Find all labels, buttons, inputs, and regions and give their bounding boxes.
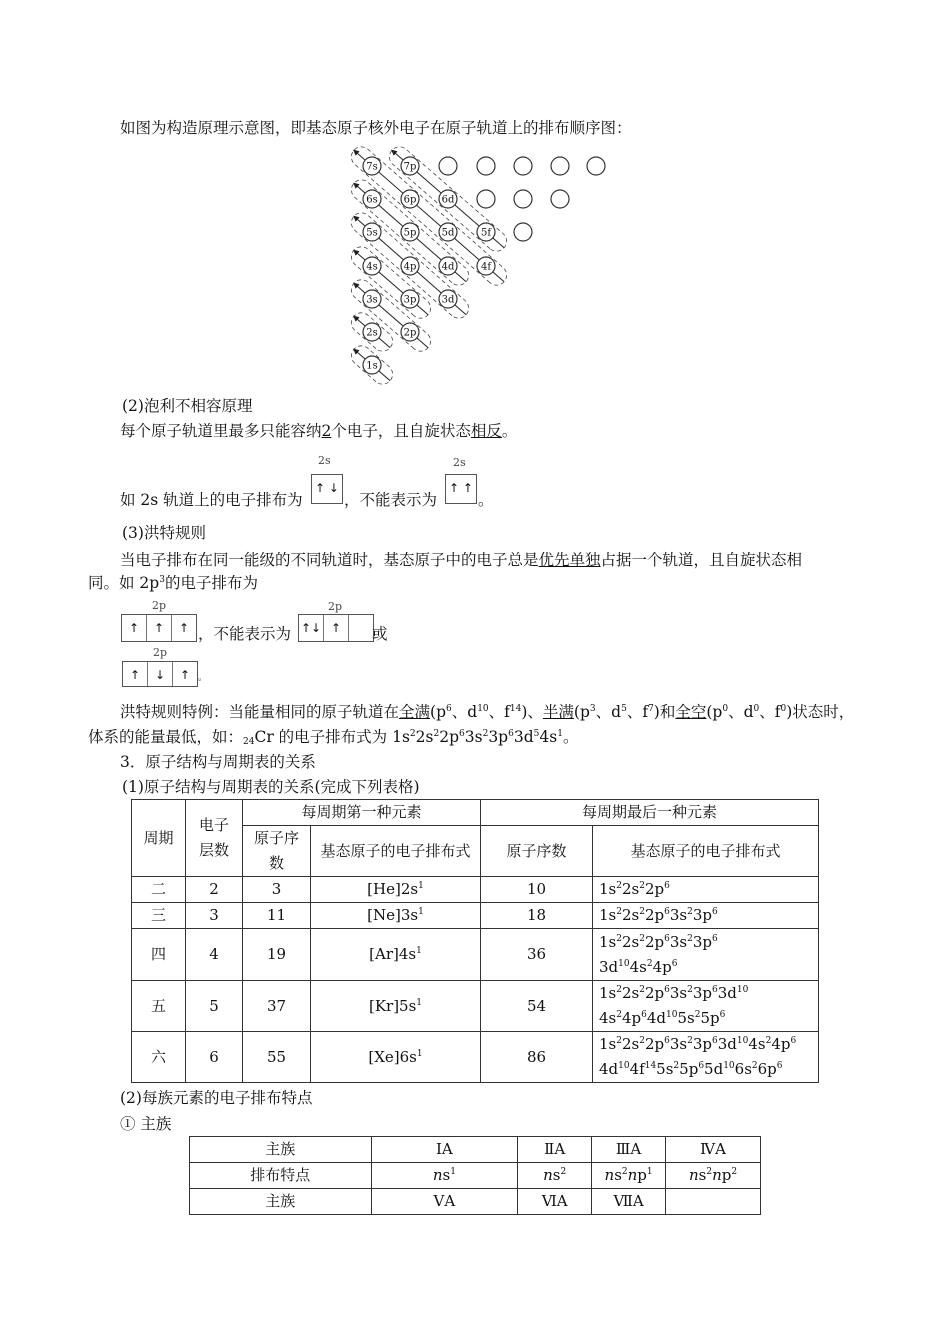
cell-first-cfg: $[Ne]3s^1$ [311, 903, 481, 929]
orbital-cell: ↑ [178, 621, 190, 635]
cell-first-no: 11 [243, 903, 311, 929]
orbital-box-correct [311, 474, 343, 504]
empty-orbital-circle [551, 157, 569, 175]
cell-period: 二 [132, 877, 186, 903]
cell-shells: 6 [186, 1032, 243, 1083]
table-row [132, 903, 819, 929]
orbital-cell: ↑ [122, 615, 147, 641]
cell-first-no: 55 [243, 1032, 311, 1083]
hund-special-text: 洪特规则特例：当能量相同的原子轨道在全满($p^6$、$d^{10}$、$f^{14}$)、半满($p^3$、$d^5$、$f^7$)和全空($p^0$、$d^0$、$f^0$)状态时， [120, 703, 855, 721]
orbital-label: 6d [441, 194, 455, 206]
subsection-title: (1)原子结构与周期表的关系(完成下列表格) [122, 778, 420, 796]
orbital-cell: ↑ [123, 662, 148, 686]
orbital-label: 6p [403, 194, 417, 206]
orbital-label: 3s [366, 294, 378, 306]
pauli-text: 每个原子轨道里最多只能容纳2个电子，且自旋状态相反。 [120, 422, 518, 440]
empty-orbital-circle [477, 190, 495, 208]
orbital-label: 4s [366, 261, 378, 273]
intro-text: 如图为构造原理示意图，即基态原子核外电子在原子轨道上的排布顺序图： [120, 119, 632, 137]
cell: ⅦA [592, 1189, 666, 1215]
header-last: 每周期最后一种元素 [481, 800, 819, 826]
empty-orbital-circle [477, 157, 495, 175]
main-group-table [189, 1136, 761, 1215]
orbital-label: 3d [441, 294, 455, 306]
orbital-label: 3p [403, 294, 417, 306]
cell-period: 六 [132, 1032, 186, 1083]
header-config: 基态原子的电子排布式 [593, 826, 819, 877]
cell-last-cfg: $1s^22s^22p^63s^23p^63d^{10}4s^24p^6$ $4d^{10}4f^{14}5s^25p^65d^{10}6s^26p^6$ [593, 1032, 819, 1083]
empty-orbital-circle [551, 190, 569, 208]
cell-shells: 3 [186, 903, 243, 929]
empty-orbital-circle [587, 157, 605, 175]
orbital-label: 7p [403, 161, 417, 173]
orbital-cell: ↑ [324, 615, 349, 641]
cell-last-no: 18 [481, 903, 593, 929]
orbital-label: 4d [441, 261, 455, 273]
cell-last-cfg: $1s^22s^22p^63s^23p^6$ [593, 903, 819, 929]
orbital-label: 2s [318, 454, 331, 467]
orbital-label: 6s [366, 194, 378, 206]
pauli-example-text: 。 [478, 491, 494, 509]
cell: ⅤA [371, 1189, 518, 1215]
hund-text: 当电子排布在同一能级的不同轨道时，基态原子中的电子总是优先单独占据一个轨道，且自旋状态相 [120, 551, 803, 569]
empty-orbital-circle [439, 157, 457, 175]
orbital-label: 5f [480, 227, 492, 239]
orbital-label: 7s [366, 161, 378, 173]
cell-last-cfg: $1s^22s^22p^63s^23p^63d^{10}$ $4s^24p^64d^{10}5s^25p^6$ [593, 981, 819, 1032]
cell-first-no: 19 [243, 929, 311, 981]
orbital-label: 1s [366, 360, 378, 372]
cell-first-cfg: $[Xe]6s^1$ [311, 1032, 481, 1083]
cell: ⅢA [592, 1137, 666, 1163]
orbital-label: 2p [153, 646, 168, 659]
cell: ⅥA [518, 1189, 592, 1215]
cell: $ns^1$ [371, 1163, 518, 1189]
period-table [131, 799, 819, 1083]
hund-text: 。 [198, 673, 208, 683]
cell: $ns^2np^1$ [592, 1163, 666, 1189]
cell: ⅣA [666, 1137, 761, 1163]
cell-last-no: 86 [481, 1032, 593, 1083]
cell-last-no: 54 [481, 981, 593, 1032]
orbital-label: 5s [366, 227, 378, 239]
orbital-cell [349, 615, 373, 641]
header-atomic-number: 原子序数 [481, 826, 593, 877]
cell-last-cfg: $1s^22s^22p^6$ [593, 877, 819, 903]
cell: 排布特点 [190, 1163, 372, 1189]
orbital-label: 2p [403, 327, 417, 339]
cell-first-no: 3 [243, 877, 311, 903]
cell-last-no: 36 [481, 929, 593, 981]
orbital-cell: ↑↓ [299, 615, 324, 641]
header-config: 基态原子的电子排布式 [311, 826, 481, 877]
cell-shells: 5 [186, 981, 243, 1032]
hund-text: ，不能表示为 [198, 625, 292, 643]
header-period: 周期 [132, 800, 186, 877]
aufbau-diagram [340, 140, 620, 390]
table-row [132, 877, 819, 903]
subsection-title: (2)每族元素的电子排布特点 [120, 1089, 313, 1107]
hund-special-text: 体系的能量最低，如：$_{24}$Cr 的电子排布式为 $1s^22s^22p^63s^23p^63d^54s^1$。 [88, 728, 579, 747]
table-row [132, 981, 819, 1032]
cell-first-cfg: $[He]2s^1$ [311, 877, 481, 903]
cell-shells: 4 [186, 929, 243, 981]
empty-orbital-circle [514, 223, 532, 241]
orbital-label: 5p [403, 227, 417, 239]
cell: $ns^2np^2$ [666, 1163, 761, 1189]
hund-text: 或 [372, 625, 388, 643]
pauli-example-text: 如 2s 轨道上的电子排布为 [120, 491, 303, 509]
table-row [132, 1032, 819, 1083]
subsection-title: ① 主族 [120, 1115, 172, 1133]
cell-period: 三 [132, 903, 186, 929]
orbital-box-wrong [298, 614, 374, 642]
cell-last-no: 10 [481, 877, 593, 903]
orbital-cell: ↑ [179, 668, 191, 682]
cell-first-cfg: $[Ar]4s^1$ [311, 929, 481, 981]
cell-last-cfg: $1s^22s^22p^63s^23p^6$ $3d^{10}4s^24p^6$ [593, 929, 819, 981]
section-title: 3．原子结构与周期表的关系 [120, 753, 316, 771]
orbital-cell: ↑ ↑ [449, 481, 473, 495]
cell-period: 四 [132, 929, 186, 981]
orbital-cell: ↑ [147, 615, 172, 641]
cell-first-no: 37 [243, 981, 311, 1032]
cell: $ns^2$ [518, 1163, 592, 1189]
orbital-label: 4p [403, 261, 417, 273]
header-first: 每周期第一种元素 [243, 800, 481, 826]
cell: 主族 [190, 1189, 372, 1215]
orbital-cell: ↓ [148, 662, 173, 686]
pauli-example-text: ，不能表示为 [344, 491, 438, 509]
pauli-heading: (2)泡利不相容原理 [122, 397, 253, 415]
header-atomic-number: 原子序数 [243, 826, 311, 877]
orbital-box-wrong [122, 661, 198, 687]
orbital-label: 2p [328, 600, 343, 613]
orbital-cell: ↑ ↓ [315, 481, 339, 495]
orbital-box-correct [121, 614, 197, 642]
orbital-label: 2s [453, 456, 466, 469]
empty-orbital-circle [514, 190, 532, 208]
orbital-box-wrong [445, 474, 477, 504]
empty-orbital-circle [514, 157, 532, 175]
cell [666, 1189, 761, 1215]
cell: 主族 [190, 1137, 372, 1163]
table-row [132, 929, 819, 981]
cell: ⅠA [371, 1137, 518, 1163]
orbital-label: 5d [441, 227, 455, 239]
cell: ⅡA [518, 1137, 592, 1163]
hund-heading: (3)洪特规则 [122, 524, 206, 542]
orbital-label: 2s [366, 327, 378, 339]
cell-period: 五 [132, 981, 186, 1032]
hund-text: 同。如 $2p^3$的电子排布为 [88, 574, 258, 592]
orbital-label: 2p [152, 599, 167, 612]
header-shells: 电子层数 [186, 800, 243, 877]
cell-shells: 2 [186, 877, 243, 903]
cell-first-cfg: $[Kr]5s^1$ [311, 981, 481, 1032]
orbital-label: 4f [480, 261, 492, 273]
